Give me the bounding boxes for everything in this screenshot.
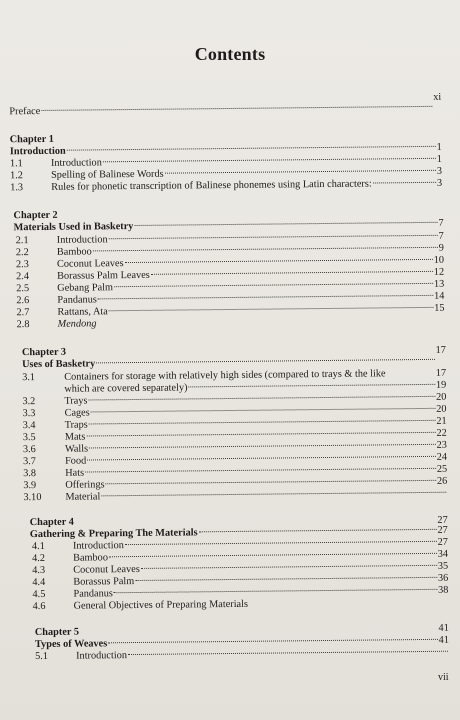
- toc-page: 38: [438, 584, 449, 596]
- toc-number: 4.4: [32, 576, 46, 589]
- toc-page: 3: [436, 165, 443, 177]
- dot-leader: [103, 158, 436, 162]
- toc-label: Food: [64, 455, 87, 467]
- toc-entry-preface[interactable]: [9, 91, 442, 119]
- toc-number: 3.1: [22, 372, 36, 384]
- toc-number: 1.3: [10, 182, 24, 194]
- dot-leader: [89, 444, 435, 449]
- toc-number: 1.2: [10, 170, 23, 182]
- dot-leader: [134, 222, 437, 226]
- toc-number: 4.3: [32, 564, 46, 577]
- toc-page: 35: [437, 560, 449, 572]
- dot-leader: [87, 456, 436, 461]
- toc-page: 10: [433, 254, 445, 266]
- toc-label: Introduction: [72, 540, 124, 552]
- toc-label: Mendong: [57, 318, 97, 330]
- chapter-label: Chapter 4: [29, 516, 74, 529]
- dot-leader: [98, 295, 433, 300]
- toc-page: 36: [437, 572, 449, 584]
- toc-label: Walls: [64, 443, 89, 455]
- toc-label: Hats: [65, 467, 85, 479]
- toc-number: 2.5: [16, 283, 30, 295]
- dot-leader: [141, 565, 437, 569]
- toc-number: 3.10: [23, 491, 42, 504]
- toc-label: Cages: [64, 407, 90, 419]
- dot-leader: [89, 420, 436, 425]
- dot-leader: [373, 182, 436, 184]
- toc-page: 14: [433, 290, 445, 302]
- toc-page: 17: [435, 344, 446, 356]
- toc-label: Preface: [9, 105, 41, 118]
- toc-number: 2.7: [16, 307, 30, 319]
- toc-page: 25: [436, 463, 448, 475]
- chapter-label: Chapter 2: [13, 209, 58, 222]
- toc-page: 27: [437, 524, 448, 536]
- toc-page: 1: [436, 153, 442, 165]
- chapter-label: Chapter 1: [9, 133, 54, 146]
- dot-leader: [108, 639, 437, 643]
- chapter-label: Chapter 3: [21, 346, 67, 359]
- toc-label: Borassus Palm Leaves: [57, 269, 150, 282]
- toc-label: Trays: [64, 395, 88, 407]
- toc-page: 22: [436, 427, 447, 439]
- dot-leader: [128, 651, 448, 655]
- toc-label: Introduction: [76, 650, 128, 662]
- toc-label: Introduction: [56, 234, 108, 246]
- toc-label: Bamboo: [56, 246, 92, 258]
- toc-number: 2.4: [16, 271, 30, 283]
- dot-leader: [151, 271, 433, 275]
- toc-number: 3.8: [23, 468, 37, 480]
- toc-number: 2.6: [16, 295, 30, 307]
- dot-leader: [67, 146, 436, 151]
- toc-page: [435, 367, 447, 392]
- toc-page: [438, 622, 450, 647]
- toc-label: Types of Weaves: [34, 638, 108, 651]
- toc-page: [437, 514, 448, 537]
- toc-page: 41: [438, 622, 449, 634]
- dot-leader: [91, 408, 436, 413]
- toc-label: Offerings: [65, 479, 105, 491]
- dot-leader: [106, 480, 436, 484]
- page-number: vii: [438, 672, 449, 683]
- toc-entry[interactable]: [17, 318, 97, 331]
- dot-leader: [109, 307, 433, 311]
- toc-page: 41: [438, 634, 450, 646]
- toc-label: Gebang Palm: [57, 282, 114, 294]
- toc-page: 19: [435, 379, 447, 391]
- page-title: Contents: [194, 44, 266, 64]
- toc-label: Rattans, Ata: [57, 306, 108, 318]
- toc-number: 4.2: [32, 552, 46, 565]
- toc-page: 20: [436, 391, 447, 403]
- toc-number: 4.6: [32, 600, 46, 613]
- dot-leader: [109, 235, 438, 239]
- toc-label: Materials Used in Basketry: [13, 221, 134, 234]
- dot-leader: [41, 106, 432, 111]
- toc-page: 24: [436, 451, 448, 463]
- toc-label: Containers for storage with relatively high sides (compared to trays & the like: [64, 368, 386, 383]
- dot-leader: [114, 283, 433, 287]
- toc-label: Material: [65, 491, 101, 503]
- toc-page: 21: [436, 415, 447, 427]
- toc-page: 26: [436, 475, 448, 487]
- toc-page: 15: [434, 302, 445, 314]
- toc-number: 3.4: [22, 420, 36, 432]
- toc-page: 20: [436, 403, 447, 415]
- toc-number: 4.1: [31, 540, 45, 553]
- toc-label: Coconut Leaves: [56, 258, 124, 270]
- toc-label: Coconut Leaves: [73, 563, 140, 576]
- toc-page: 34: [437, 548, 449, 560]
- toc-page: 27: [437, 536, 448, 548]
- toc-number: 3.3: [22, 408, 36, 420]
- toc-entry[interactable]: [33, 598, 333, 613]
- dot-leader: [188, 384, 434, 388]
- toc-label: Rules for phonetic transcription of Balinese phonemes using Latin characters:: [51, 178, 372, 193]
- toc-number: 3.7: [22, 456, 36, 468]
- dot-leader: [125, 259, 433, 263]
- toc-label: which are covered separately): [64, 382, 188, 395]
- toc-label: Borassus Palm: [73, 576, 135, 588]
- dot-leader: [109, 553, 437, 557]
- toc-number: 1.1: [9, 158, 23, 170]
- dot-leader: [88, 396, 435, 401]
- toc-number: 3.2: [22, 396, 36, 408]
- dot-leader: [85, 468, 436, 473]
- toc-page: 17: [435, 367, 447, 379]
- dot-leader: [114, 589, 437, 593]
- toc-number: 2.3: [15, 259, 29, 271]
- dot-leader: [86, 432, 435, 437]
- toc-page: 23: [436, 439, 447, 451]
- toc-label: Gathering & Preparing The Materials: [29, 527, 198, 541]
- toc-page: 7: [438, 230, 444, 242]
- dot-leader: [165, 170, 436, 174]
- chapter-label: Chapter 5: [34, 626, 80, 639]
- toc-number: 2.1: [15, 235, 29, 247]
- toc-number: 3.5: [22, 432, 36, 444]
- toc-label: General Objectives of Preparing Materials: [73, 598, 249, 612]
- toc-label: Pandanus: [73, 588, 113, 600]
- toc-page: 13: [433, 278, 445, 290]
- toc-page: 7: [438, 217, 444, 229]
- dot-leader: [135, 577, 437, 581]
- toc-page: 9: [438, 242, 444, 254]
- toc-label: Introduction: [50, 157, 102, 169]
- toc-number: 3.9: [23, 480, 37, 492]
- toc-number: 2.8: [16, 319, 30, 331]
- dot-leader: [93, 247, 438, 252]
- toc-number: 5.1: [35, 650, 49, 663]
- toc-label: Traps: [64, 419, 88, 431]
- toc-label: Bamboo: [73, 552, 109, 564]
- toc-page: 3: [436, 177, 443, 189]
- toc-page: 27: [437, 514, 448, 526]
- toc-label: Mats: [64, 431, 86, 443]
- toc-label: Pandanus: [57, 294, 97, 306]
- dot-leader: [199, 529, 437, 532]
- toc-number: 2.2: [15, 247, 29, 259]
- toc-page: 1: [436, 141, 442, 153]
- dot-leader: [101, 492, 446, 497]
- dot-leader: [96, 359, 434, 364]
- toc-label: Uses of Basketry: [21, 358, 96, 371]
- toc-number: 4.5: [32, 588, 46, 601]
- toc-label: Spelling of Balinese Words: [50, 168, 164, 181]
- dot-leader: [125, 541, 437, 545]
- toc-page: 12: [433, 266, 445, 278]
- toc-label: Introduction: [9, 145, 66, 158]
- toc-number: 3.6: [22, 444, 36, 456]
- toc-page: xi: [433, 91, 442, 103]
